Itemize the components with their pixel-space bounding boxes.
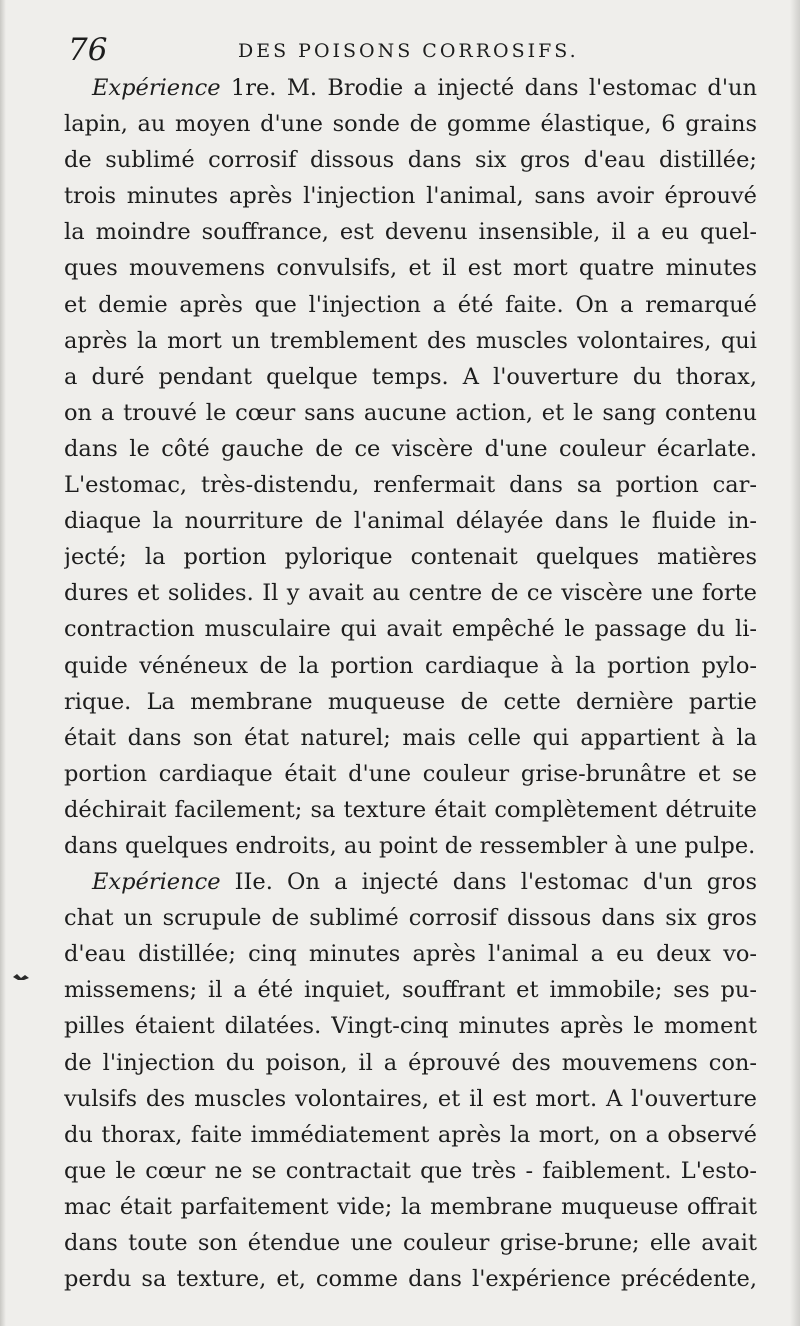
text-line: jecté; la portion pylorique contenait quelques matières — [64, 544, 757, 571]
text-line: a duré pendant quelque temps. A l'ouverture du thorax, — [64, 363, 757, 390]
body-text — [64, 70, 757, 1297]
text-line: après la mort un tremblement des muscles volontaires, qui — [64, 327, 757, 354]
text-line-experiment-1-start: Expérience 1re. M. Brodie a injecté dans l'estomac d'un — [92, 75, 757, 101]
page-number: 76 — [68, 32, 108, 68]
text-line: ques mouvemens convulsifs, et il est mort quatre minutes — [64, 255, 757, 282]
page-edge-shadow-right — [790, 0, 800, 1326]
text-line: quide vénéneux de la portion cardiaque à la portion pylo- — [64, 652, 757, 679]
experiment-label: Expérience — [92, 75, 221, 101]
text-line: de sublimé corrosif dissous dans six gros d'eau distillée; — [64, 147, 757, 174]
text-line: dans le côté gauche de ce viscère d'une couleur écarlate. — [64, 435, 757, 462]
page-header — [68, 30, 758, 70]
text-line: on a trouvé le cœur sans aucune action, et le sang contenu — [64, 399, 757, 426]
text-line: dures et solides. Il y avait au centre de ce viscère une forte — [64, 580, 757, 607]
text-line: d'eau distillée; cinq minutes après l'animal a eu deux vo- — [64, 941, 757, 968]
text-line: était dans son état naturel; mais celle qui appartient à la — [64, 724, 757, 751]
page-edge-shadow-left — [0, 0, 6, 1326]
text-line: L'estomac, très-distendu, renfermait dans sa portion car- — [64, 472, 757, 499]
text-line: diaque la nourriture de l'animal délayée dans le fluide in- — [64, 508, 757, 535]
text-line: rique. La membrane muqueuse de cette dernière partie — [64, 688, 757, 715]
text-line-paragraph-end: dans quelques endroits, au point de ressembler à une pulpe. — [64, 832, 756, 859]
text-line: déchirait facilement; sa texture était complètement détruite — [64, 796, 757, 823]
text-line: lapin, au moyen d'une sonde de gomme élastique, 6 grains — [64, 111, 757, 138]
text-line: et demie après que l'injection a été faite. On a remarqué — [64, 291, 757, 318]
text-line: de l'injection du poison, il a éprouvé des mouvemens con- — [64, 1049, 757, 1076]
experiment-label: Expérience — [92, 869, 221, 896]
text-line: la moindre souffrance, est devenu insensible, il a eu quel- — [64, 219, 757, 246]
running-head: DES POISONS CORROSIFS. — [238, 40, 579, 62]
text-line: perdu sa texture, et, comme dans l'expérience précédente, — [64, 1266, 757, 1293]
text-line: pilles étaient dilatées. Vingt-cinq minutes après le moment — [64, 1013, 757, 1040]
text-line: dans toute son étendue une couleur grise-brune; elle avait — [64, 1230, 757, 1256]
text-line: missemens; il a été inquiet, souffrant et immobile; ses pu- — [64, 977, 757, 1004]
text-line: trois minutes après l'injection l'animal, sans avoir éprouvé — [64, 183, 757, 210]
text-line-experiment-2-start: Expérience IIe. On a injecté dans l'estomac d'un gros — [92, 869, 757, 896]
text-line: portion cardiaque était d'une couleur grise-brunâtre et se — [64, 760, 757, 787]
text-line: vulsifs des muscles volontaires, et il est mort. A l'ouverture — [64, 1085, 757, 1112]
text-line: chat un scrupule de sublimé corrosif dissous dans six gros — [64, 905, 757, 932]
text-line: du thorax, faite immédiatement après la mort, on a observé — [64, 1121, 757, 1148]
text-line: mac était parfaitement vide; la membrane muqueuse offrait — [64, 1193, 757, 1220]
text-line: contraction musculaire qui avait empêché le passage du li- — [64, 616, 757, 643]
ink-blot-mark — [12, 972, 30, 982]
text-line: que le cœur ne se contractait que très - faiblement. L'esto- — [64, 1157, 757, 1184]
